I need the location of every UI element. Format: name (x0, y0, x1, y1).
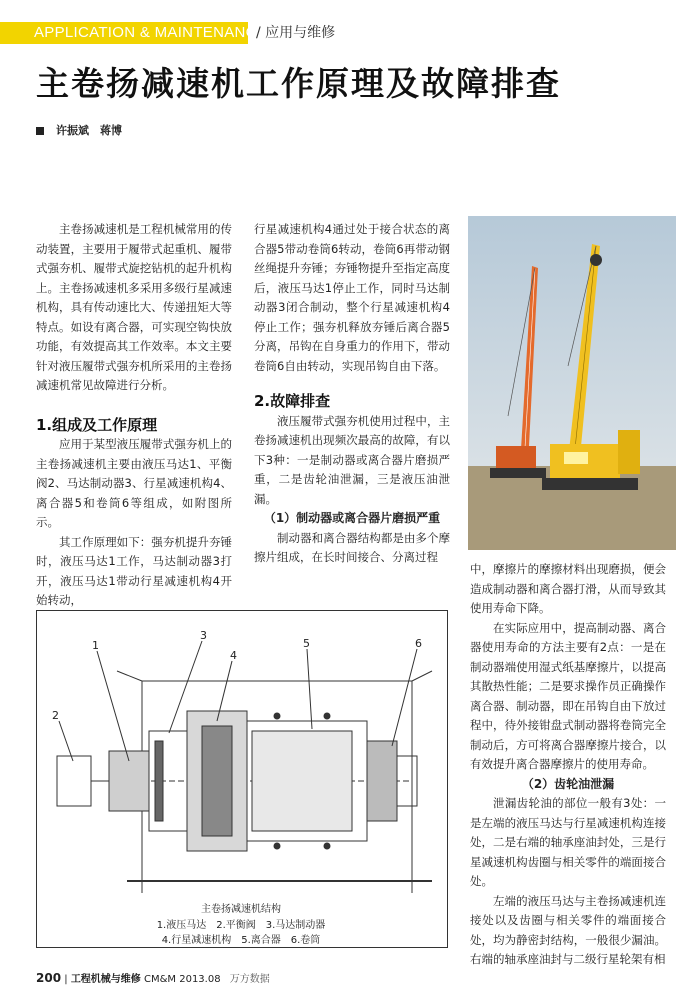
page-footer: 200 | 工程机械与维修 CM&M 2013.08 万方数据 (36, 971, 270, 985)
section-label-en: APPLICATION & MAINTENANCE (34, 24, 268, 41)
callout-3: 3 (200, 629, 207, 642)
paragraph: 主卷扬减速机是工程机械常用的传动装置，主要用于履带式起重机、履带式强夯机、履带式旋挖钻机的起升机构上。主卷扬减速机多采用多级行星减速机构，具有传动速比大、传递扭矩大等特点。如设有离合器，可实现空钩快放功能，有效提高其工作效率。本文主要针对液压履带式强夯机所采用的主卷扬减速机常见故障进行分析。 (36, 222, 232, 392)
subsection-heading: （1）制动器或离合器片磨损严重 (263, 511, 441, 525)
paragraph: 行星减速机构4通过处于接合状态的离合器5带动卷筒6转动，卷筒6再带动钢丝绳提升夯锤；夯锤物提升至指定高度后，液压马达1停止工作，同时马达制动器3闭合制动，整个行星减速机构4停止工作；强夯机释放夯锤后离合器5分离，吊钩在自身重力的作用下，带动卷筒6自由转动，实现吊钩自由下落。 (254, 222, 450, 373)
callout-4: 4 (230, 649, 237, 662)
article-title: 主卷扬减速机工作原理及故障排查 (36, 64, 561, 103)
callout-5: 5 (303, 637, 310, 650)
watermark: 万方数据 (229, 974, 270, 985)
section-heading: 2.故障排查 (254, 392, 331, 410)
issue-label: CM&M 2013.08 (144, 974, 221, 985)
paragraph: 中，摩擦片的摩擦材料出现磨损，便会造成制动器和离合器打滑，从而导致其使用寿命下降。 (470, 562, 666, 615)
paragraph: 在实际应用中，提高制动器、离合器使用寿命的方法主要有2点：一是在制动器端使用湿式纸基摩擦片，以提高其散热性能；二是要求操作员正确操作离合器、制动器，即在吊钩自由下放过程中，待外接钳盘式制动器将卷筒完全制动后，方可将离合器摩擦片接合，以有效提升离合器摩擦片的使用寿命。 (470, 620, 666, 771)
subsection-heading: （2）齿轮油泄漏 (521, 776, 615, 791)
figure-caption-title: 主卷扬减速机结构 (201, 904, 281, 915)
paragraph: 制动器和离合器结构都是由多个摩擦片组成，在长时间接合、分离过程 (254, 530, 450, 564)
paragraph: 应用于某型液压履带式强夯机上的主卷扬减速机主要由液压马达1、平衡阀2、马达制动器3、行星减速机构4、离合器5和卷筒6等组成，如附图所示。 (36, 437, 232, 529)
body-column-1 (36, 220, 232, 611)
body-column-2 (254, 220, 450, 568)
page-number: 200 (36, 971, 62, 985)
paragraph: 泄漏齿轮油的部位一般有3处：一是左端的液压马达与行星减速机构连接处，二是右端的轴承座油封处，三是行星减速机构齿圈与相关零件的端面接合处。 (470, 796, 666, 888)
paragraph: 液压履带式强夯机使用过程中，主卷扬减速机出现频次最高的故障，有以下3种：一是制动器或离合器片磨损严重，二是齿轮油泄漏，三是液压油泄漏。 (254, 413, 450, 506)
body-column-3 (470, 560, 666, 970)
reducer-diagram (37, 611, 447, 947)
structure-figure (36, 610, 448, 948)
callout-6: 6 (415, 637, 422, 650)
square-bullet-icon (36, 127, 44, 135)
crane-photo (468, 216, 676, 550)
crane-illustration (468, 216, 676, 550)
figure-caption-line: 1.液压马达 2.平衡阀 3.马达制动器 (156, 920, 326, 931)
magazine-name: 工程机械与维修 (70, 974, 141, 985)
paragraph: 左端的液压马达与主卷扬减速机连接处以及齿圈与相关零件的端面接合处，均为静密封结构，一般很少漏油。右端的轴承座油封与二级行星轮架有相 (470, 893, 666, 966)
authors: 许振斌 蒋博 (56, 124, 122, 137)
paragraph: 其工作原理如下：强夯机提升夯锤时，液压马达1工作，马达制动器3打开，液压马达1带动行星减速机构4开始转动， (36, 534, 232, 607)
section-heading: 1.组成及工作原理 (36, 415, 158, 434)
callout-1: 1 (92, 639, 99, 652)
figure-caption-line: 4.行星减速机构 5.离合器 6.卷筒 (161, 935, 321, 946)
callout-2: 2 (52, 709, 59, 722)
section-label-cn: / 应用与维修 (256, 25, 336, 41)
author-line (36, 122, 122, 138)
